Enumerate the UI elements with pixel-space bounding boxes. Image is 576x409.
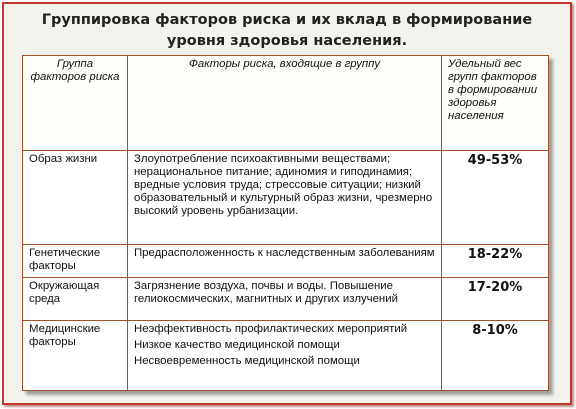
factor-text: Неэффективность профилактических мероприятий [134,323,408,335]
title-line-2: уровня здоровья населения. [166,33,408,49]
header-factors: Факторы риска, входящие в группу [128,56,442,151]
row-weight-environment: 17-20% [442,278,549,321]
title-line-1: Группировка факторов риска и их вклад в формирование [41,12,533,28]
table-row [23,321,549,391]
row-factors-environment [128,278,442,321]
table-row [23,245,549,278]
factor-text: Загрязнение воздуха, почвы и воды. Повышение гелиокосмических, магнитных и других излучений [134,280,398,305]
factor-text: Несвоевременность медицинской помощи [134,355,360,367]
factor-text: Низкое качество медицинской помощи [134,339,340,351]
row-factors-lifestyle [128,151,442,245]
slide-title [4,10,570,52]
row-group-genetic: Генетические факторы [23,245,128,278]
factor-text: Предрасположенность к наследственным заболеваниям [134,247,435,259]
row-group-lifestyle: Образ жизни [23,151,128,245]
row-weight-genetic: 18-22% [442,245,549,278]
slide [2,2,572,405]
table-header-row [23,56,549,151]
header-group: Группа факторов риска [23,56,128,151]
row-weight-lifestyle: 49-53% [442,151,549,245]
header-weight: Удельный вес групп факторов в формировании здоровья населения [442,56,549,151]
factor-text: Злоупотребление психоактивными веществами; нерациональное питание; адиномия и гиподинамия; вредные условия труда; стрессовые ситуации; низкий образовательный и культурный образ жизни, чрезмерно высокий уровень урбанизации. [134,153,433,217]
row-group-environment: Окружающая среда [23,278,128,321]
row-factors-medical [128,321,442,391]
row-factors-genetic [128,245,442,278]
row-group-medical: Медицинские факторы [23,321,128,391]
table-row [23,278,549,321]
row-weight-medical: 8-10% [442,321,549,391]
table-row [23,151,549,245]
risk-factors-table [22,55,549,391]
